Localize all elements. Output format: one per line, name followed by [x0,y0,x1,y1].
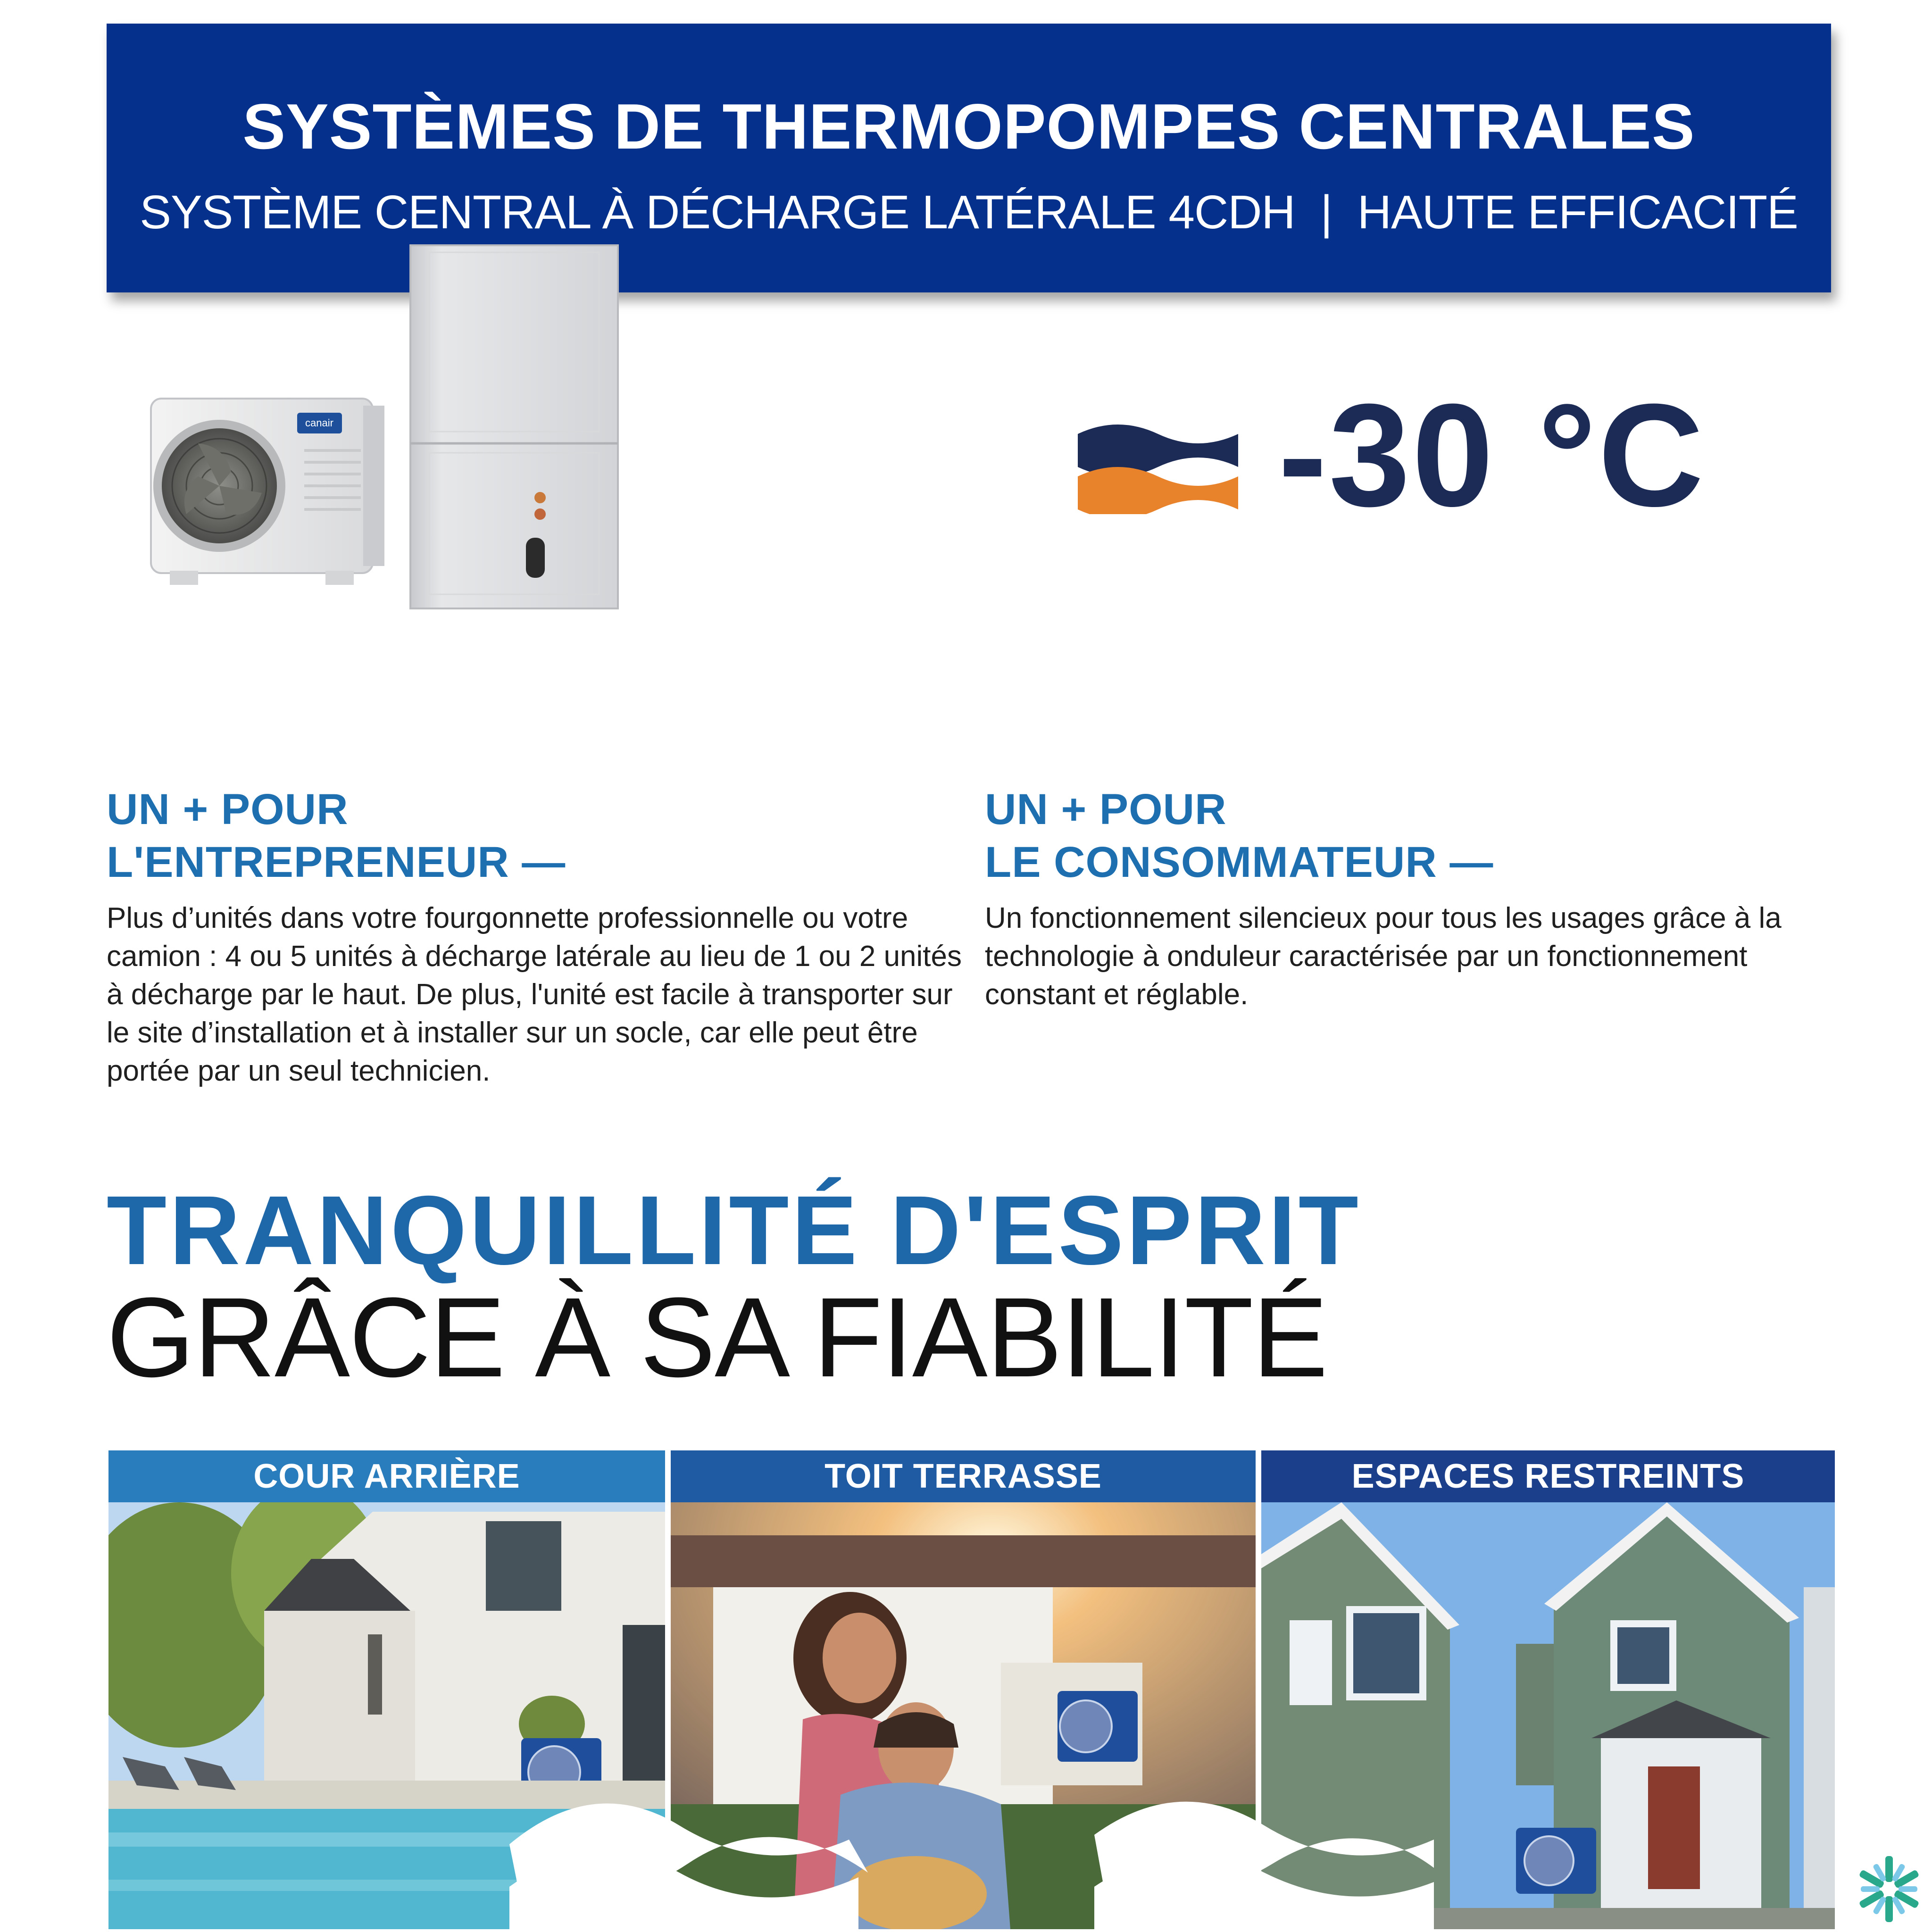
temperature-value: -30 °C [1278,373,1706,537]
snowflake-logo-icon [1854,1854,1924,1924]
page-subtitle: SYSTÈME CENTRAL À DÉCHARGE LATÉRALE 4CDH | HAUTE EFFICACITÉ [140,186,1798,239]
heat-pump-product-illustration [142,236,637,613]
headline-line2: GRÂCE À SA FIABILITÉ [107,1274,1327,1400]
consumer-body: Un fonctionnement silencieux pour tous les usages grâce à la technologie à onduleur caractérisée par un fonctionnement constant et réglable. [985,902,1782,1011]
panel-label: ESPACES RESTREINTS [1261,1450,1835,1502]
panel-label: COUR ARRIÈRE [108,1450,665,1502]
page-title: SYSTÈMES DE THERMOPOMPES CENTRALES [242,91,1695,162]
consumer-heading: UN + POUR LE CONSOMMATEUR — [985,785,1494,886]
panel-label: TOIT TERRASSE [671,1450,1256,1502]
contractor-heading: UN + POUR L'ENTREPRENEUR — [107,785,566,886]
headline-line1: TRANQUILLITÉ D'ESPRIT [107,1176,1361,1285]
consumer-section [985,783,1843,1014]
contractor-section [107,783,965,1090]
white-wave-decoration [509,1774,1434,1932]
contractor-body: Plus d’unités dans votre fourgonnette professionnelle ou votre camion : 4 ou 5 unités à décharge latérale au lieu de 1 ou 2 unités à décharge par le haut. De plus, l'unité est facile à transporter sur le site d’installation et à installer sur un socle, car elle peut être portée par un seul technicien. [107,902,962,1087]
wave-icon [1075,415,1241,514]
brand-label: canair [305,417,333,429]
